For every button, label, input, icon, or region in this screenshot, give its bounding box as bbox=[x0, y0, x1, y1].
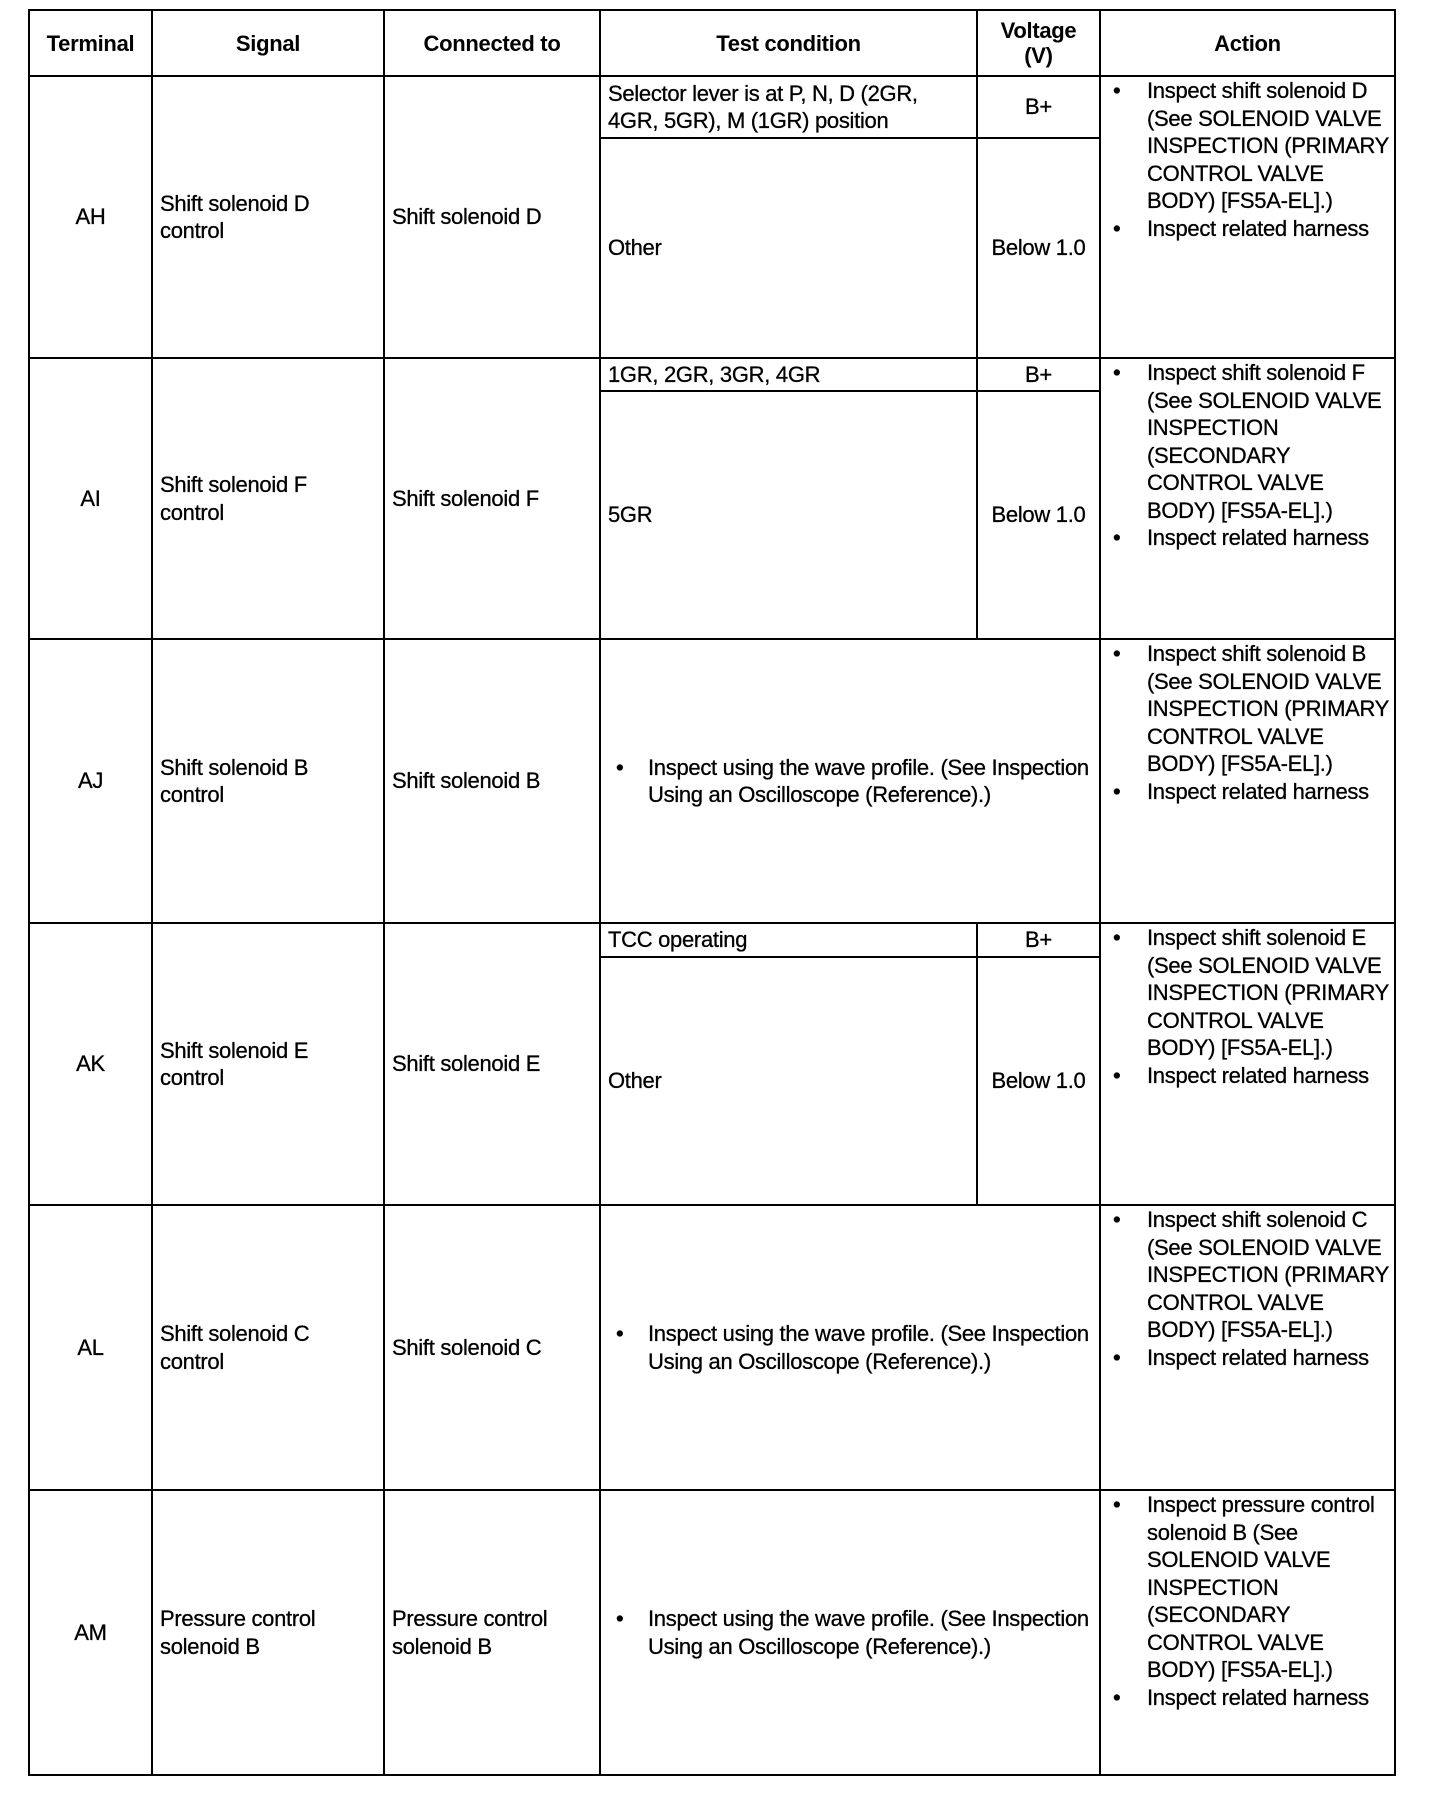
action-item: • Inspect shift solenoid B (See SOLENOID VALVE INSPECTION (PRIMARY CONTROL VALVE BODY) [FS5A-EL].) bbox=[1113, 640, 1390, 778]
action-cell bbox=[1100, 1205, 1395, 1490]
wave-profile-note: • Inspect using the wave profile. (See Inspection Using an Oscilloscope (Reference).) bbox=[616, 1605, 1092, 1660]
connected-to-cell: Shift solenoid D bbox=[384, 76, 600, 358]
voltage-cell: B+ bbox=[977, 358, 1100, 391]
test-condition-cell bbox=[600, 639, 1100, 923]
connected-to-cell: Shift solenoid F bbox=[384, 358, 600, 639]
voltage-cell: Below 1.0 bbox=[977, 138, 1100, 358]
test-condition-cell bbox=[600, 1490, 1100, 1775]
action-item: • Inspect related harness bbox=[1113, 778, 1390, 806]
test-condition-cell bbox=[600, 1205, 1100, 1490]
voltage-cell: B+ bbox=[977, 76, 1100, 138]
test-condition-cell: 5GR bbox=[600, 391, 977, 639]
header-test-condition: Test condition bbox=[600, 10, 977, 76]
connected-to-cell: Shift solenoid B bbox=[384, 639, 600, 923]
action-item: • Inspect related harness bbox=[1113, 1684, 1390, 1712]
test-condition-cell: Other bbox=[600, 138, 977, 358]
action-item: • Inspect related harness bbox=[1113, 524, 1390, 552]
action-cell bbox=[1100, 1490, 1395, 1775]
connected-to-cell: Shift solenoid C bbox=[384, 1205, 600, 1490]
test-condition-cell: Selector lever is at P, N, D (2GR, 4GR, 5GR), M (1GR) position bbox=[600, 76, 977, 138]
table-row bbox=[29, 1205, 1395, 1490]
table-row bbox=[29, 358, 1395, 391]
terminal-cell: AL bbox=[29, 1205, 152, 1490]
terminal-cell: AH bbox=[29, 76, 152, 358]
action-item: • Inspect pressure control solenoid B (See SOLENOID VALVE INSPECTION (SECONDARY CONTROL VALVE BODY) [FS5A-EL].) bbox=[1113, 1491, 1390, 1684]
wave-profile-note: • Inspect using the wave profile. (See Inspection Using an Oscilloscope (Reference).) bbox=[616, 754, 1092, 809]
test-condition-cell: 1GR, 2GR, 3GR, 4GR bbox=[600, 358, 977, 391]
table-row bbox=[29, 1490, 1395, 1775]
action-cell bbox=[1100, 639, 1395, 923]
action-item: • Inspect shift solenoid C (See SOLENOID VALVE INSPECTION (PRIMARY CONTROL VALVE BODY) [FS5A-EL].) bbox=[1113, 1206, 1390, 1344]
voltage-cell: Below 1.0 bbox=[977, 391, 1100, 639]
terminal-cell: AK bbox=[29, 923, 152, 1205]
terminal-cell: AJ bbox=[29, 639, 152, 923]
action-item: • Inspect related harness bbox=[1113, 1344, 1390, 1372]
table-row bbox=[29, 639, 1395, 923]
action-item: • Inspect shift solenoid F (See SOLENOID VALVE INSPECTION (SECONDARY CONTROL VALVE BODY) [FS5A-EL].) bbox=[1113, 359, 1390, 524]
wave-profile-note: • Inspect using the wave profile. (See Inspection Using an Oscilloscope (Reference).) bbox=[616, 1320, 1092, 1375]
header-row bbox=[29, 10, 1395, 76]
signal-cell: Pressure control solenoid B bbox=[152, 1490, 384, 1775]
voltage-cell: B+ bbox=[977, 923, 1100, 957]
signal-cell: Shift solenoid E control bbox=[152, 923, 384, 1205]
terminal-cell: AM bbox=[29, 1490, 152, 1775]
action-item: • Inspect related harness bbox=[1113, 215, 1390, 243]
action-cell bbox=[1100, 76, 1395, 358]
action-cell bbox=[1100, 923, 1395, 1205]
action-item: • Inspect related harness bbox=[1113, 1062, 1390, 1090]
connected-to-cell: Shift solenoid E bbox=[384, 923, 600, 1205]
test-condition-cell: TCC operating bbox=[600, 923, 977, 957]
action-item: • Inspect shift solenoid E (See SOLENOID VALVE INSPECTION (PRIMARY CONTROL VALVE BODY) [FS5A-EL].) bbox=[1113, 924, 1390, 1062]
action-cell bbox=[1100, 358, 1395, 639]
connected-to-cell: Pressure control solenoid B bbox=[384, 1490, 600, 1775]
table-row bbox=[29, 923, 1395, 957]
header-signal: Signal bbox=[152, 10, 384, 76]
header-action: Action bbox=[1100, 10, 1395, 76]
terminal-inspection-table bbox=[28, 9, 1396, 1776]
action-item: • Inspect shift solenoid D (See SOLENOID VALVE INSPECTION (PRIMARY CONTROL VALVE BODY) [FS5A-EL].) bbox=[1113, 77, 1390, 215]
terminal-cell: AI bbox=[29, 358, 152, 639]
header-voltage: Voltage (V) bbox=[977, 10, 1100, 76]
signal-cell: Shift solenoid D control bbox=[152, 76, 384, 358]
header-terminal: Terminal bbox=[29, 10, 152, 76]
test-condition-cell: Other bbox=[600, 957, 977, 1205]
signal-cell: Shift solenoid F control bbox=[152, 358, 384, 639]
signal-cell: Shift solenoid C control bbox=[152, 1205, 384, 1490]
voltage-cell: Below 1.0 bbox=[977, 957, 1100, 1205]
table-row bbox=[29, 76, 1395, 138]
header-connected-to: Connected to bbox=[384, 10, 600, 76]
signal-cell: Shift solenoid B control bbox=[152, 639, 384, 923]
